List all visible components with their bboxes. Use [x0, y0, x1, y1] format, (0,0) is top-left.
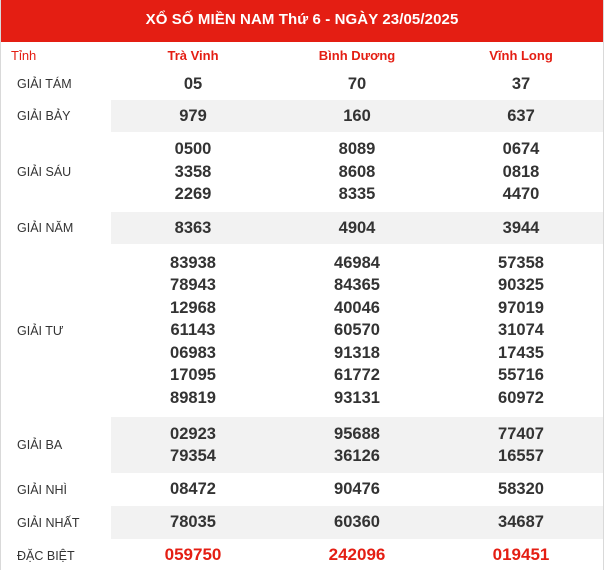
prize-number: 34687	[498, 513, 544, 532]
prize-numbers	[439, 212, 603, 244]
prize-numbers	[111, 132, 275, 212]
prize-number: 0674	[502, 140, 540, 159]
province-header-binh-duong[interactable]: Bình Dương	[318, 47, 396, 63]
prize-row-giai-bay	[1, 100, 603, 132]
jackpot-number: 059750	[164, 545, 222, 565]
prize-numbers	[439, 100, 603, 132]
prize-number: 637	[507, 106, 535, 125]
prize-number: 77407	[498, 424, 544, 443]
prize-numbers	[439, 244, 603, 417]
prize-number: 4904	[338, 218, 376, 237]
prize-row-giai-ba	[1, 417, 603, 473]
prize-number: 60570	[334, 321, 380, 340]
prize-numbers	[275, 132, 439, 212]
prize-number: 90476	[334, 480, 380, 499]
prize-number: 8608	[338, 162, 376, 181]
prize-number: 17435	[498, 343, 544, 362]
prize-number: 79354	[170, 447, 216, 465]
prize-number: 979	[179, 106, 207, 125]
prize-numbers	[439, 417, 603, 473]
prize-number: 90325	[498, 276, 544, 295]
prize-numbers	[439, 68, 603, 100]
prize-number: 83938	[170, 253, 216, 272]
prize-numbers	[439, 506, 603, 539]
prize-numbers	[275, 244, 439, 417]
prize-number: 78943	[170, 276, 216, 295]
prize-number: 17095	[170, 366, 216, 385]
prize-numbers	[111, 417, 275, 473]
prize-number: 36126	[334, 447, 380, 465]
prize-label: GIẢI NĂM	[1, 212, 111, 244]
prize-number: 0500	[174, 140, 212, 159]
results-title: XỔ SỐ MIỀN NAM Thứ 6 - NGÀY 23/05/2025	[1, 0, 603, 42]
prize-numbers	[275, 417, 439, 473]
prize-number: 2269	[174, 185, 212, 204]
prize-number: 60360	[334, 513, 380, 532]
prize-numbers	[111, 539, 275, 572]
prize-number: 3358	[174, 162, 212, 181]
prize-number: 97019	[498, 298, 544, 317]
prize-number: 37	[511, 74, 531, 93]
prize-number: 08472	[170, 480, 216, 499]
prize-numbers	[111, 68, 275, 100]
prize-number: 16557	[498, 447, 544, 465]
prize-numbers	[275, 68, 439, 100]
prize-number: 61143	[170, 321, 216, 340]
prize-row-dac-biet	[1, 539, 603, 572]
prize-label: GIẢI TÁM	[1, 68, 111, 100]
prize-label: ĐẶC BIỆT	[1, 539, 111, 572]
prize-number: 89819	[170, 388, 216, 407]
prize-number: 8335	[338, 185, 376, 204]
prize-label: GIẢI NHẤT	[1, 506, 111, 539]
prize-numbers	[275, 506, 439, 539]
prize-number: 95688	[334, 424, 380, 443]
prize-number: 4470	[502, 185, 540, 204]
prize-numbers	[439, 539, 603, 572]
prize-number: 93131	[334, 388, 380, 407]
prize-numbers	[111, 506, 275, 539]
prize-label: GIẢI NHÌ	[1, 473, 111, 506]
jackpot-number: 242096	[328, 545, 386, 565]
prize-numbers	[111, 212, 275, 244]
prize-number: 78035	[170, 513, 216, 532]
prize-row-giai-sau	[1, 132, 603, 212]
prize-number: 8089	[338, 140, 376, 159]
province-header-tra-vinh[interactable]: Trà Vinh	[167, 47, 219, 63]
prize-numbers	[275, 473, 439, 506]
prize-number: 02923	[170, 424, 216, 443]
prize-number: 46984	[334, 253, 380, 272]
prize-number: 3944	[502, 218, 540, 237]
prize-number: 06983	[170, 343, 216, 362]
prize-number: 84365	[334, 276, 380, 295]
prize-numbers	[111, 100, 275, 132]
prize-row-giai-tam	[1, 68, 603, 100]
prize-numbers	[275, 100, 439, 132]
prize-number: 70	[347, 74, 367, 93]
prize-number: 05	[183, 74, 203, 93]
province-header-vinh-long[interactable]: Vĩnh Long	[489, 47, 553, 63]
jackpot-number: 019451	[492, 545, 550, 565]
prize-number: 55716	[498, 366, 544, 385]
prize-number: 8363	[174, 218, 212, 237]
prize-number: 58320	[498, 480, 544, 499]
prize-label: GIẢI SÁU	[1, 132, 111, 212]
table-header-row	[1, 42, 603, 68]
prize-number: 61772	[334, 366, 380, 385]
prize-number: 0818	[502, 162, 540, 181]
prize-number: 31074	[498, 321, 544, 340]
prize-numbers	[111, 244, 275, 417]
prize-number: 40046	[334, 298, 380, 317]
prize-numbers	[275, 212, 439, 244]
prize-number: 57358	[498, 253, 544, 272]
prize-row-giai-nhi	[1, 473, 603, 506]
province-column-label: Tỉnh	[11, 47, 37, 63]
prize-number: 91318	[334, 343, 380, 362]
results-table	[1, 42, 603, 572]
prize-label: GIẢI TƯ	[1, 244, 111, 417]
prize-numbers	[439, 132, 603, 212]
prize-numbers	[439, 473, 603, 506]
prize-row-giai-tu	[1, 244, 603, 417]
prize-numbers	[111, 473, 275, 506]
prize-numbers	[275, 539, 439, 572]
prize-number: 160	[343, 106, 371, 125]
prize-row-giai-nam	[1, 212, 603, 244]
prize-label: GIẢI BA	[1, 417, 111, 473]
prize-number: 12968	[170, 298, 216, 317]
prize-number: 60972	[498, 388, 544, 407]
prize-row-giai-nhat	[1, 506, 603, 539]
prize-label: GIẢI BẢY	[1, 100, 111, 132]
